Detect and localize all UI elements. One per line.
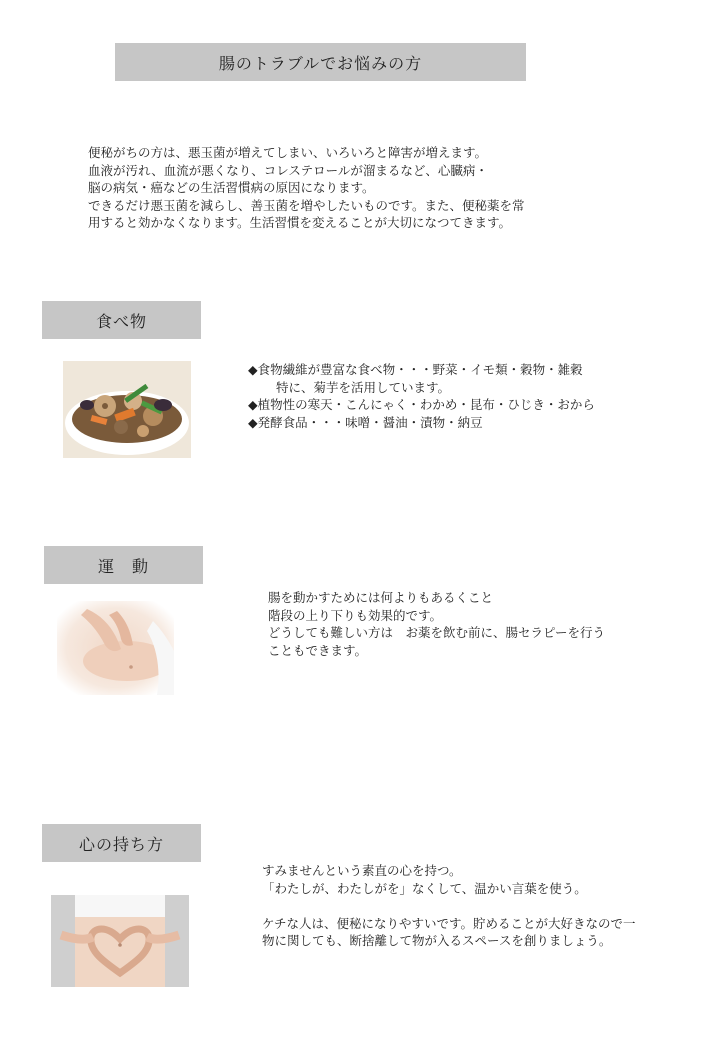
food-image bbox=[63, 361, 191, 458]
simmered-vegetables-image bbox=[63, 361, 191, 458]
mind-heading bbox=[42, 824, 201, 862]
intro-line: 便秘がちの方は、悪玉菌が増えてしまい、いろいろと障害が増えます。 bbox=[88, 145, 488, 160]
mind-list bbox=[262, 862, 636, 950]
intro-line: 脳の病気・癌などの生活習慣病の原因になります。 bbox=[88, 180, 375, 195]
mind-line: ケチな人は、便秘になりやすいです。貯めることが大好きなので一 bbox=[262, 915, 636, 931]
exercise-heading bbox=[44, 546, 203, 584]
mind-image bbox=[51, 895, 189, 987]
food-line: ◆食物繊維が豊富な食べ物・・・野菜・イモ類・穀物・雑穀 bbox=[248, 362, 583, 377]
food-line: ◆発酵食品・・・味噌・醤油・漬物・納豆 bbox=[248, 414, 483, 430]
exercise-line: どうしても難しい方は お薬を飲む前に、腸セラピーを行う bbox=[268, 625, 606, 640]
intro-paragraph bbox=[88, 144, 525, 232]
exercise-heading-text: 運 動 bbox=[97, 556, 149, 576]
exercise-line: 階段の上り下りも効果的です。 bbox=[268, 607, 443, 623]
heart-hands-belly-image bbox=[51, 895, 189, 987]
mind-line: 物に関しても、断捨離して物が入るスペースを創りましょう。 bbox=[262, 933, 612, 948]
food-list bbox=[248, 361, 595, 431]
page-title bbox=[115, 43, 526, 81]
mind-line bbox=[262, 897, 636, 915]
mind-line: 「わたしが、わたしがを」なくして、温かい言葉を使う。 bbox=[262, 880, 587, 896]
mind-line: すみませんという素直の心を持つ。 bbox=[262, 863, 462, 878]
intro-line: できるだけ悪玉菌を減らし、善玉菌を増やしたいものです。また、便秘薬を常 bbox=[88, 197, 525, 213]
food-line: 特に、菊芋を活用しています。 bbox=[276, 379, 451, 395]
exercise-image bbox=[57, 601, 174, 695]
food-heading-text: 食べ物 bbox=[95, 311, 147, 331]
page-title-text: 腸のトラブルでお悩みの方 bbox=[218, 53, 423, 73]
food-line: ◆植物性の寒天・こんにゃく・わかめ・昆布・ひじき・おから bbox=[248, 397, 595, 412]
food-heading bbox=[42, 301, 201, 339]
exercise-line: こともできます。 bbox=[268, 642, 368, 658]
exercise-line: 腸を動かすためには何よりもあるくこと bbox=[268, 590, 494, 605]
intro-line: 血液が汚れ、血流が悪くなり、コレステロールが溜まるなど、心臓病・ bbox=[88, 162, 488, 178]
exercise-list bbox=[268, 589, 605, 659]
mind-heading-text: 心の持ち方 bbox=[78, 834, 164, 854]
abdominal-massage-image bbox=[57, 601, 174, 695]
intro-line: 用すると効かなくなります。生活習慣を変えることが大切になつてきます。 bbox=[88, 215, 512, 230]
